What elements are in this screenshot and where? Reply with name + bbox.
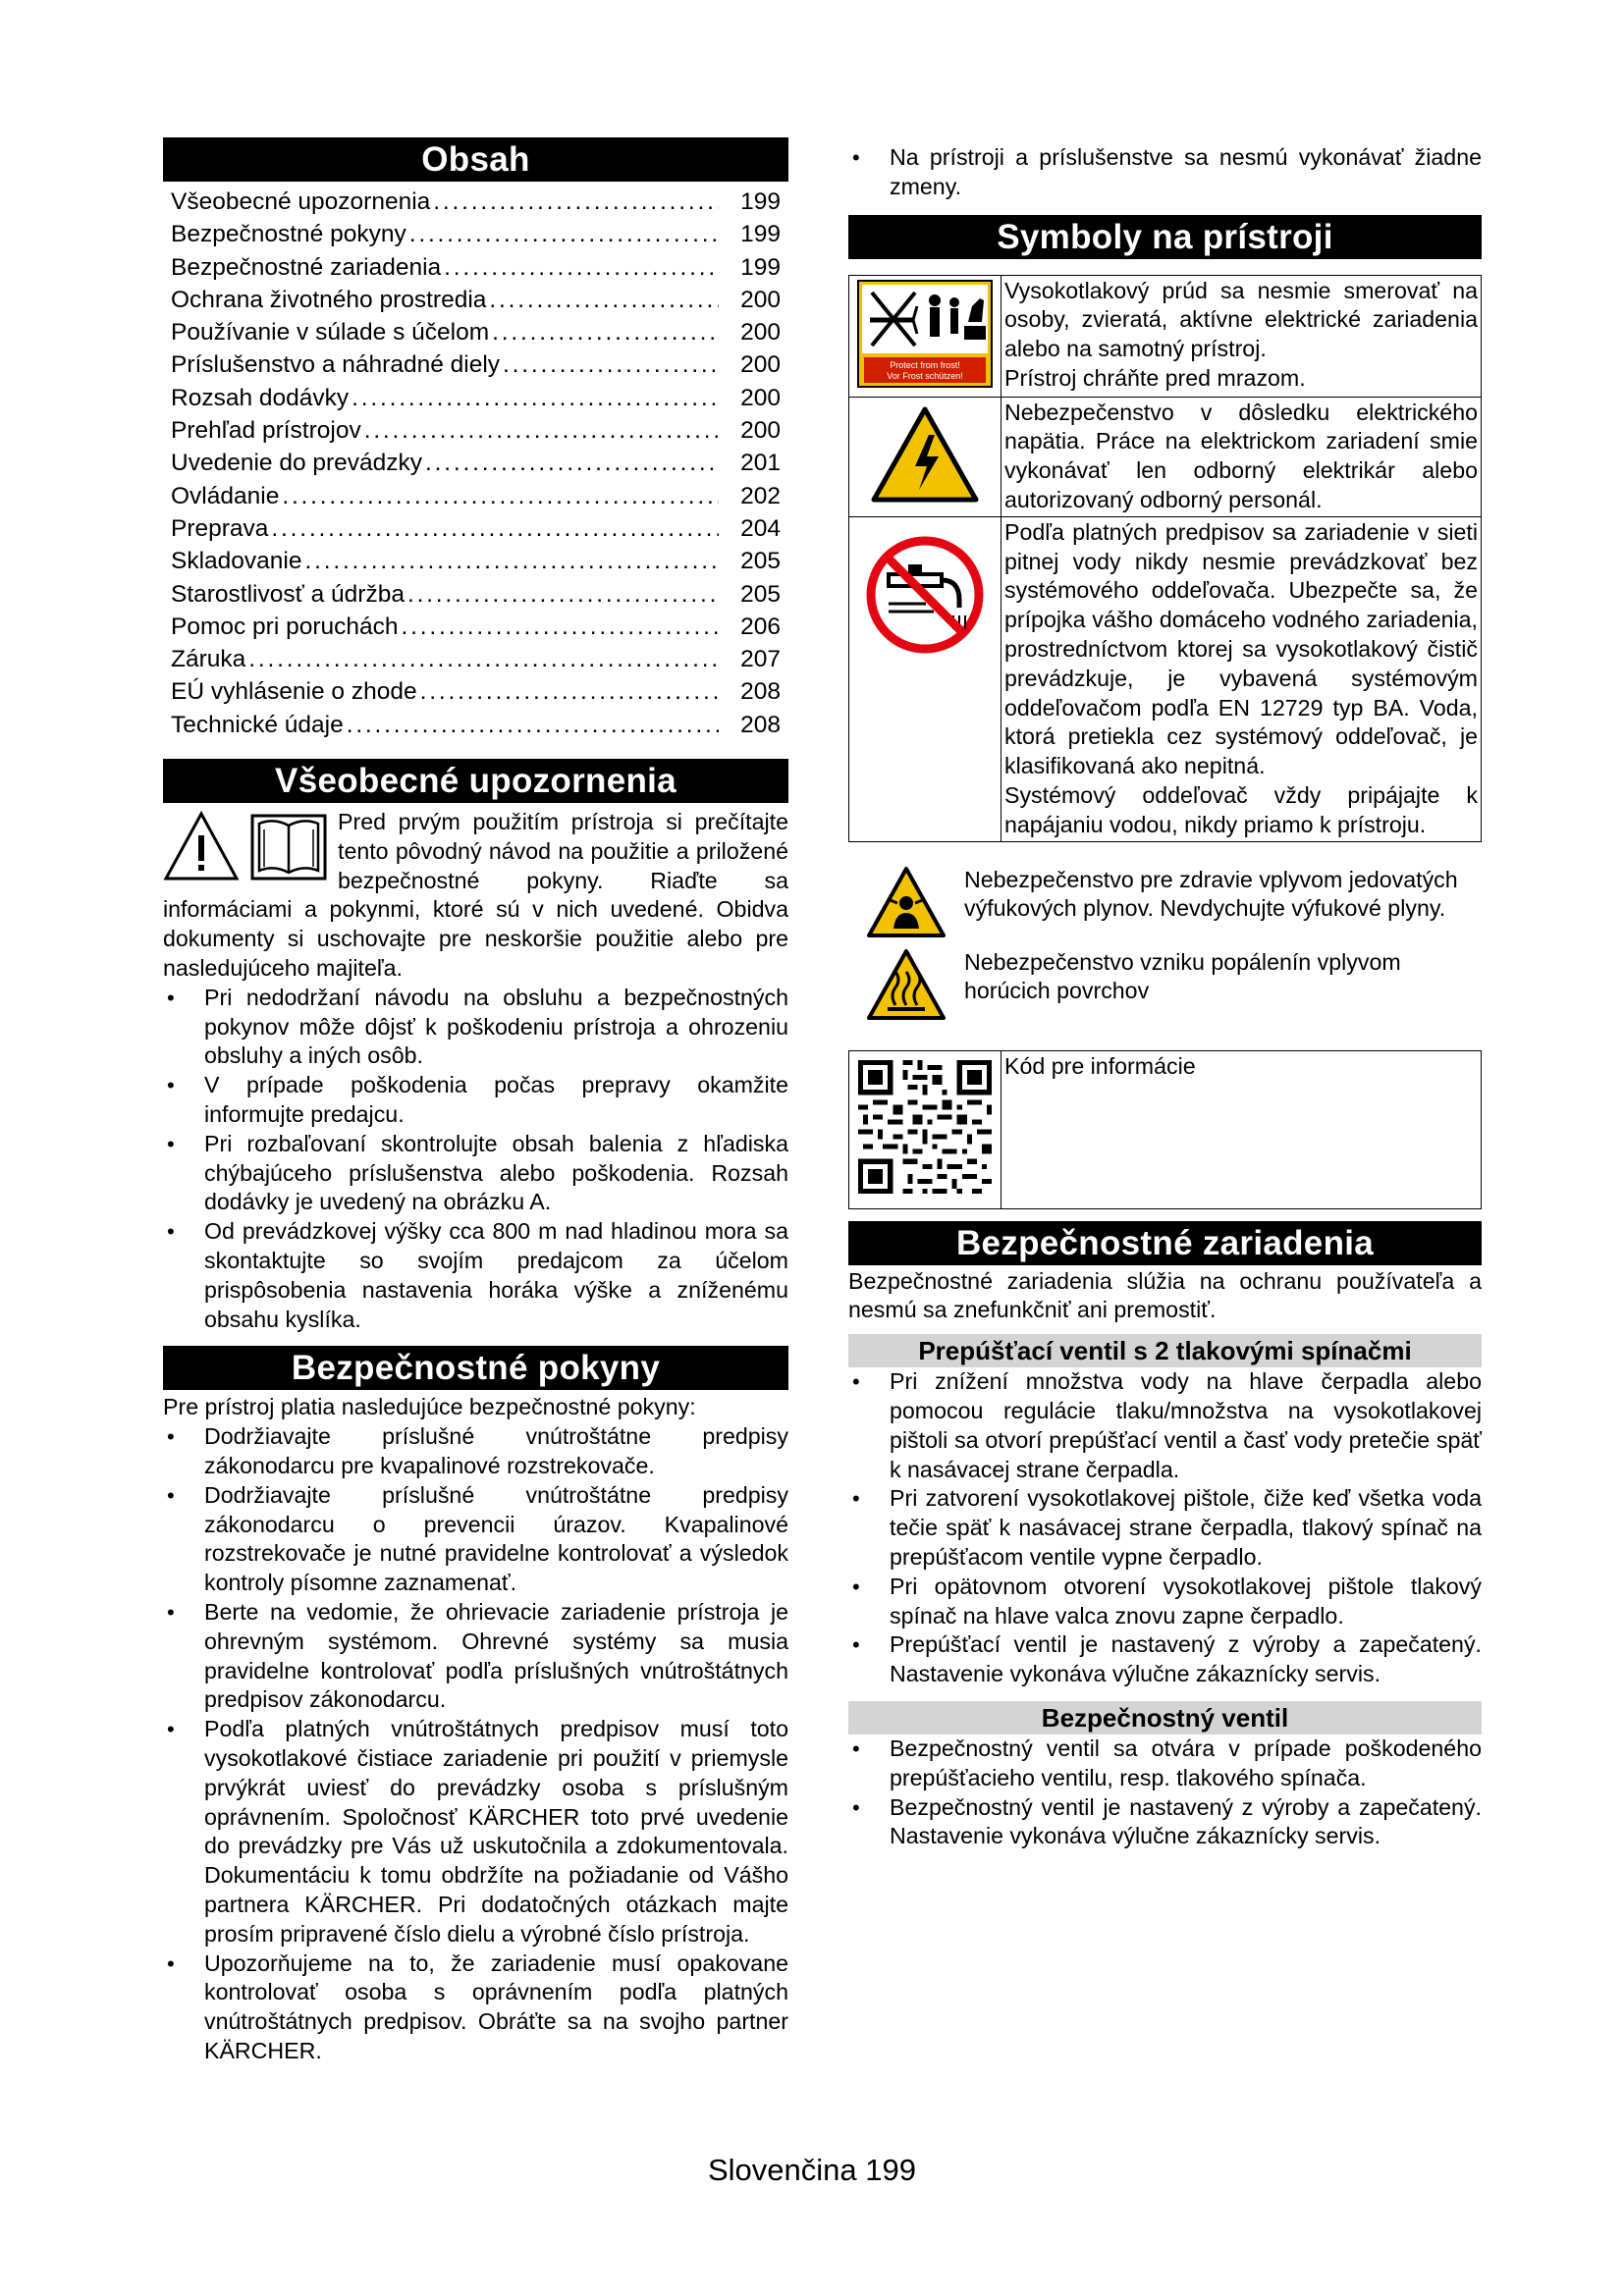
hot-surface-warning-icon xyxy=(866,948,947,1021)
exhaust-warning: Nebezpečenstvo pre zdravie vplyvom jedovatých výfukových plynov. Nevdychujte výfukové plyny. xyxy=(848,866,1482,938)
electric-voltage-warning-icon xyxy=(870,405,980,504)
toc-entry[interactable]: Príslušenstvo a náhradné diely . . . 200 xyxy=(171,348,781,381)
list-item: • Upozorňujeme na to, že zariadenie musí opakovane kontrolovať osoba s oprávnením podľa platných vnútroštátnych predpisov. Obráťte sa na svojho partner KÄRCHER. xyxy=(163,1949,788,2066)
general-header: Všeobecné upozornenia xyxy=(163,759,788,803)
list-item: • Pri nedodržaní návodu na obsluhu a bezpečnostných pokynov môže dôjsť k poškodeniu prístroja a ohrozeniu obsluhy a iných osôb. xyxy=(163,984,788,1071)
footer-language: Slovenčina xyxy=(707,2153,857,2187)
list-item: • Dodržiavajte príslušné vnútroštátne predpisy zákonodarcu pre kvapalinové rozstrekovače. xyxy=(163,1422,788,1481)
toc-entry[interactable]: Uvedenie do prevádzky . . . 201 xyxy=(171,447,781,479)
qr-code-icon[interactable] xyxy=(853,1055,997,1199)
svg-text:Vor Frost schützen!: Vor Frost schützen! xyxy=(887,370,963,381)
list-item: • Pri zatvorení vysokotlakovej pištole, čiže keď všetka voda tečie späť k nasávacej strane čerpadla, tlakový spínač na prepúšťacom ventile vypne čerpadlo. xyxy=(848,1484,1482,1572)
hot-surface-warning: Nebezpečenstvo vzniku popálenín vplyvom horúcich povrchov xyxy=(848,948,1482,1021)
left-column xyxy=(163,137,788,2066)
footer-page-number: 199 xyxy=(865,2153,916,2187)
page-footer xyxy=(0,2153,1624,2188)
toc-entry[interactable]: Technické údaje . . . 208 xyxy=(171,709,781,741)
toc-entry[interactable]: Bezpečnostné pokyny . . . 199 xyxy=(171,218,781,250)
toc-entry[interactable]: Prehľad prístrojov . . . 200 xyxy=(171,414,781,447)
devices-header: Bezpečnostné zariadenia xyxy=(848,1221,1482,1265)
toc-header: Obsah xyxy=(163,137,788,182)
no-spray-and-frost-icon xyxy=(856,277,994,391)
svg-text:Protect from frost!: Protect from frost! xyxy=(890,359,960,370)
list-item: • Od prevádzkovej výšky cca 800 m nad hladinou mora sa skontaktujte so svojím predajcom za účelom prispôsobenia nastavenia horáka výške a zníženému obsahu kyslíka. xyxy=(163,1217,788,1334)
manual-book-icon xyxy=(249,810,328,884)
safety-valve-subheader: Bezpečnostný ventil xyxy=(848,1701,1482,1735)
list-item: • Dodržiavajte príslušné vnútroštátne predpisy zákonodarcu o prevencii úrazov. Kvapalinové rozstrekovače je nutné pravidelne kontrolovať a výsledok kontroly písomne zaznamenať. xyxy=(163,1481,788,1598)
list-item: • Bezpečnostný ventil je nastavený z výroby a zapečatený. Nastavenie vykonáva výlučne zákaznícky servis. xyxy=(848,1793,1482,1852)
list-item: • V prípade poškodenia počas prepravy okamžite informujte predajcu. xyxy=(163,1071,788,1130)
toxic-exhaust-warning-icon xyxy=(866,866,947,938)
modification-bullet xyxy=(848,143,1482,202)
table-row: Protect from frost! Vor Frost schützen! Vysokotlakový prúd sa nesmie smerovať na osoby, zvieratá, aktívne elektrické zariadenia alebo na samotný prístroj. Prístroj chráňte pred mrazom. xyxy=(849,275,1482,397)
toc-entry[interactable]: Všeobecné upozornenia . . . 199 xyxy=(171,186,781,218)
table-of-contents xyxy=(163,186,788,741)
table-row: Nebezpečenstvo v dôsledku elektrického napätia. Práce na elektrickom zariadení smie vykonávať len odborný elektrikár alebo autorizovaný odborný personál. xyxy=(849,397,1482,516)
list-item: • Berte na vedomie, že ohrievacie zariadenie prístroja je ohrevným systémom. Ohrevné systémy sa musia pravidelne kontrolovať podľa príslušných vnútroštátnych predpisov zákonodarcu. xyxy=(163,1598,788,1715)
safety-intro: Pre prístroj platia nasledujúce bezpečnostné pokyny: xyxy=(163,1394,696,1420)
toc-entry[interactable]: Preprava . . . 204 xyxy=(171,512,781,545)
bypass-valve-bullets xyxy=(848,1367,1482,1689)
toc-entry[interactable]: Ochrana životného prostredia . . . 200 xyxy=(171,284,781,316)
table-row: Kód pre informácie xyxy=(849,1050,1482,1208)
list-item: • Podľa platných vnútroštátnych predpisov musí toto vysokotlakové čistiace zariadenie pri použití v priemysle prvýkrát uviesť do prevádzky osoba s príslušným oprávnením. Spoločnosť KÄRCHER toto prvé uvedenie do prevádzky pre Vás už uskutočnila a zdokumentovala. Dokumentáciu k tomu obdržíte na požiadanie od Vášho partnera KÄRCHER. Pri dodatočných otázkach majte prosím pripravené číslo dielu a výrobné číslo prístroja. xyxy=(163,1715,788,1949)
toc-entry[interactable]: Záruka . . . 207 xyxy=(171,643,781,675)
list-item: • Na prístroji a príslušenstve sa nesmú vykonávať žiadne zmeny. xyxy=(848,143,1482,202)
safety-valve-bullets xyxy=(848,1735,1482,1851)
list-item: • Pri opätovnom otvorení vysokotlakovej pištole tlakový spínač na hlave valca znovu zapne čerpadlo. xyxy=(848,1573,1482,1631)
safety-header: Bezpečnostné pokyny xyxy=(163,1346,788,1390)
toc-entry[interactable]: Používanie v súlade s účelom . . . 200 xyxy=(171,316,781,348)
symbols-table xyxy=(848,275,1482,842)
general-intro: Pred prvým použitím prístroja si prečítajte tento pôvodný návod na použitie a priložené bezpečnostné pokyny. Riaďte sa informáciami a pokynmi, ktoré sú v nich uvedené. Obidva dokumenty si uschovajte pre neskoršie použitie alebo pre nasledujúceho majiteľa. xyxy=(163,809,788,982)
toc-entry[interactable]: Skladovanie . . . 205 xyxy=(171,545,781,577)
right-column xyxy=(848,137,1482,1851)
toc-entry[interactable]: Pomoc pri poruchách . . . 206 xyxy=(171,611,781,643)
toc-entry[interactable]: Starostlivosť a údržba . . . 205 xyxy=(171,578,781,611)
qr-table xyxy=(848,1050,1482,1209)
toc-entry[interactable]: Bezpečnostné zariadenia . . . 199 xyxy=(171,251,781,284)
symbols-header: Symboly na prístroji xyxy=(848,215,1482,259)
list-item: • Pri znížení množstva vody na hlave čerpadla alebo pomocou regulácie tlaku/množstva na vysokotlakovej pištoli sa otvorí prepúšťací ventil a časť vody pretečie späť k nasávacej strane čerpadla. xyxy=(848,1367,1482,1484)
table-row: Podľa platných predpisov sa zariadenie v sieti pitnej vody nikdy nesmie prevádzkovať bez systémového oddeľovača. Ubezpečte sa, že prípojka vášho domáceho vodného zariadenia, prostredníctvom ktorej sa vysokotlakový čistič prevádzkuje, je vybavená systémovým oddeľovačom podľa EN 12729 typ BA. Voda, ktorá pretiekla cez systémový oddeľovač, je klasifikovaná ako nepitná. Systémový oddeľovač vždy pripájajte k napájaniu vodou, nikdy priamo k prístroju. xyxy=(849,516,1482,841)
list-item: • Bezpečnostný ventil sa otvára v prípade poškodeného prepúšťacieho ventilu, resp. tlakového spínača. xyxy=(848,1735,1482,1793)
general-bullets xyxy=(163,984,788,1335)
list-item: • Prepúšťací ventil je nastavený z výroby a zapečatený. Nastavenie vykonáva výlučne zákaznícky servis. xyxy=(848,1630,1482,1689)
warning-triangle-icon xyxy=(163,810,240,882)
no-drinking-water-connection-icon xyxy=(865,535,985,655)
toc-entry[interactable]: Ovládanie . . . 202 xyxy=(171,480,781,512)
bypass-valve-subheader: Prepúšťací ventil s 2 tlakovými spínačmi xyxy=(848,1334,1482,1367)
toc-entry[interactable]: EÚ vyhlásenie o zhode . . . 208 xyxy=(171,675,781,708)
toc-entry[interactable]: Rozsah dodávky . . . 200 xyxy=(171,382,781,414)
devices-intro: Bezpečnostné zariadenia slúžia na ochranu používateľa a nesmú sa znefunkčniť ani premostiť. xyxy=(848,1267,1482,1323)
safety-bullets xyxy=(163,1422,788,2066)
list-item: • Pri rozbaľovaní skontrolujte obsah balenia z hľadiska chýbajúceho príslušenstva alebo poškodenia. Rozsah dodávky je uvedený na obrázku A. xyxy=(163,1130,788,1217)
